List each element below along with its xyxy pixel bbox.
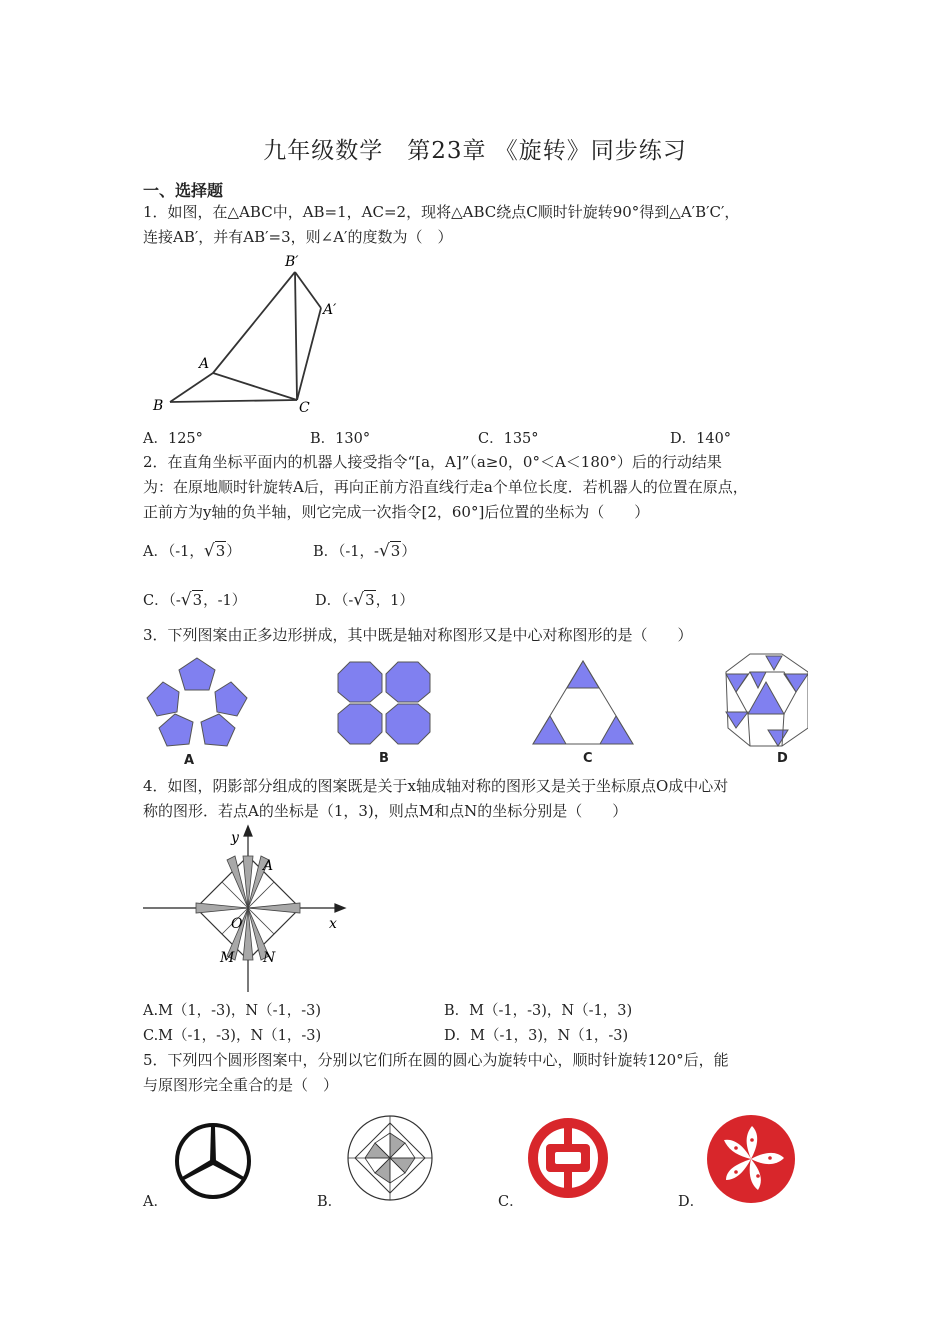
q5-stem-line1: 5．下列四个圆形图案中，分别以它们所在圆的圆心为旋转中心，顺时针旋转120°后，能 [143,1051,729,1069]
q5-figure-a-three-point-star [172,1120,254,1202]
q5-figure-d-flower [706,1114,796,1204]
q2-option-c: C．（-√3，-1） [143,590,247,610]
section-heading: 一、选择题 [143,181,224,200]
q3-figure-d-dodecagon [724,652,808,748]
label-b-prime: B′ [285,254,299,270]
q2-option-b: B．（-1，-√3） [313,541,416,561]
q2-stem-line3: 正前方为y轴的负半轴，则它完成一次指令[2，60°]后位置的坐标为（ ） [143,503,650,521]
label-a: A [263,858,274,874]
q4-stem-line1: 4．如图，阴影部分组成的图案既是关于x轴成轴对称的图形又是关于坐标原点O成中心对 [143,777,729,795]
q4-stem-line2: 称的图形．若点A的坐标是（1，3)，则点M和点N的坐标分别是（ ） [143,802,628,820]
q3-stem-line1: 3．下列图案由正多边形拼成，其中既是轴对称图形又是中心对称图形的是（ ） [143,626,693,644]
q5-label-c: C． [498,1194,524,1210]
q3-label-a: A [184,753,195,768]
label-c: C [299,400,310,416]
q2-stem-line1: 2．在直角坐标平面内的机器人接受指令“[a，A]”（a≥0，0°＜A＜180°）后的行动结果 [143,453,722,471]
q4-option-d: D．M（-1，3)，N（1，-3) [444,1028,629,1044]
q4-option-b: B．M（-1，-3)，N（-1，3) [444,1003,633,1019]
q5-figure-c-ring-logo [526,1116,610,1200]
q3-label-d: D [777,751,788,766]
q1-option-c: C．135° [478,431,539,447]
q2-stem-line2: 为：在原地顺时针旋转A后，再向正前方沿直线行走a个单位长度．若机器人的位置在原点， [143,478,748,496]
label-n: N [263,950,276,966]
q2-option-a: A．（-1，√3） [143,541,241,561]
q1-triangle-figure [145,250,345,420]
label-y: y [231,830,239,846]
q5-label-b: B． [317,1194,343,1210]
label-m: M [220,950,235,966]
q4-axes-figure [143,824,353,994]
q4-option-a: A.M（1，-3)，N（-1，-3) [143,1003,322,1019]
q5-figure-b-pinwheel [345,1113,435,1203]
q4-option-c: C.M（-1，-3)，N（1，-3) [143,1028,322,1044]
q5-label-d: D． [678,1194,705,1210]
label-x: x [329,916,337,932]
q1-option-a: A．125° [143,431,203,447]
q5-stem-line2: 与原图形完全重合的是（ ） [143,1076,339,1094]
q3-figure-b-octagons [336,660,432,746]
label-a: A [199,356,210,372]
label-b: B [153,398,164,414]
q3-figure-a-pentagons [145,652,250,750]
label-a-prime: A′ [323,302,337,318]
q3-figure-c-triangle [530,658,636,748]
label-o: O [231,916,243,932]
page-title: 九年级数学 第23章 《旋转》同步练习 [263,138,687,164]
q3-label-b: B [379,751,389,766]
q5-label-a: A． [143,1194,168,1210]
q1-option-d: D．140° [670,431,732,447]
q3-label-c: C [583,751,593,766]
q1-stem-line1: 1．如图，在△ABC中，AB=1，AC=2，现将△ABC绕点C顺时针旋转90°得到△A′B′C′， [143,203,740,221]
q1-option-b: B．130° [310,431,371,447]
q1-stem-line2: 连接AB′，并有AB′=3，则∠A′的度数为（ ） [143,228,453,246]
q2-option-d: D．（-√3，1） [315,590,414,610]
